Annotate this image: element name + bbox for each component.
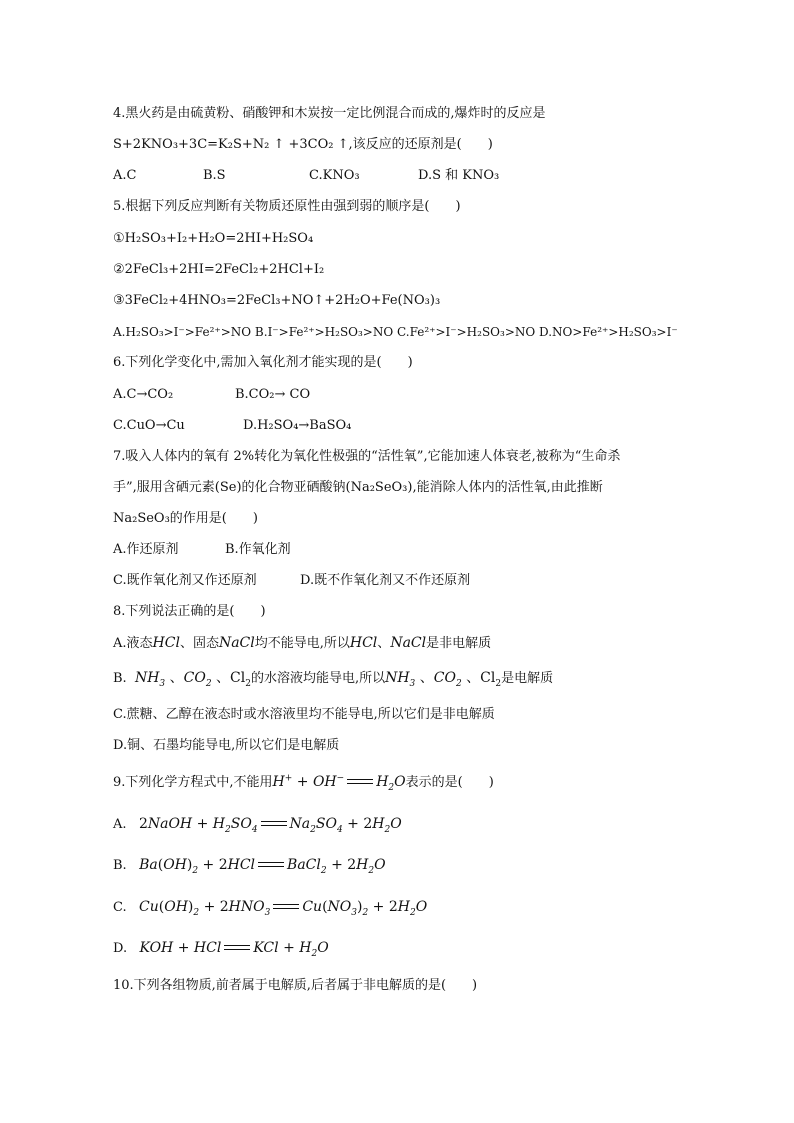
q8-a-hcl: HCl [152,635,180,651]
q9-ionic-equation: H+ + OH− $H_2O$ [272,773,406,793]
q8-a-text-2: 、固态 [179,636,219,651]
q4-option-c: C.KNO₃ [309,168,360,183]
q8-b-text: 的水溶液均能导电,所以 [250,671,386,686]
q4-equation: S+2KNO₃+3C=K₂S+N₂ ↑ +3CO₂ ↑,该反应的还原剂是( ) [113,137,493,152]
q9-option-b [113,856,386,875]
q7-option-b: B.作氧化剂 [225,542,291,557]
q9-a-equation: 2NaOH + $H_2SO_4$ $Na_2SO_4 + 2H_2O$ [138,816,402,835]
q5-reaction-2: ②2FeCl₃+2HI=2FeCl₂+2HCl+I₂ [113,262,325,277]
q4-option-d: D.S 和 KNO₃ [418,168,500,183]
q9-a-label: A. [113,817,127,832]
q7-line-1: 7.吸入人体内的氧有 2%转化为氧化性极强的“活性氧”,它能加速人体衰老,被称为“生命杀 [113,449,621,464]
q9-stem-text-2: 表示的是( ) [405,775,494,790]
q10-stem: 10.下列各组物质,前者属于电解质,后者属于非电解质的是( ) [113,978,478,993]
q8-a-text-3: 均不能导电,所以 [254,636,350,651]
q9-d-equation: KOH + HCl KCl + $H_2O$ [139,940,329,959]
q7-option-d: D.既不作氧化剂又不作还原剂 [300,573,471,588]
q9-b-label: B. [113,858,127,873]
q9-c-equation: $Cu(OH)_2 + 2HNO_3$ $Cu(NO_3)_2 + 2H_2O$ [139,899,428,918]
q9-option-a [113,815,402,834]
q6-option-c: C.CuO→Cu [113,418,185,433]
q8-option-c: C.蔗糖、乙醇在液态时或水溶液里均不能导电,所以它们是非电解质 [113,707,495,722]
q4-option-a: A.C [113,168,137,183]
q6-option-a: A.C→CO₂ [113,387,174,402]
q8-a-hcl-2: HCl [349,635,378,651]
q5-options: A.H₂SO₃>I⁻>Fe²⁺>NO B.I⁻>Fe²⁺>H₂SO₃>NO C.Fe²⁺>I⁻>H₂SO₃>NO D.NO>Fe²⁺>H₂SO₃>I⁻ [113,325,678,339]
q9-d-label: D. [113,941,128,956]
q9-b-equation: $Ba(OH)_2 + 2HCl$ BaCl$_2$ + $2H_2O$ [139,857,386,876]
q9-option-c [113,898,427,917]
q8-b-formulas-1: $NH_3$ 、$CO_2$ 、$Cl_2$ [134,670,251,689]
q8-a-nacl: NaCl [218,635,255,651]
q7-option-a: A.作还原剂 [113,542,179,557]
q5-reaction-3: ③3FeCl₂+4HNO₃=2FeCl₃+NO↑+2H₂O+Fe(NO₃)₃ [113,293,441,308]
q8-option-d: D.铜、石墨均能导电,所以它们是电解质 [113,738,340,753]
q8-a-nacl-2: NaCl [390,635,427,651]
q7-option-c: C.既作氧化剂又作还原剂 [113,573,257,588]
q4-stem: 4.黑火药是由硫黄粉、硝酸钾和木炭按一定比例混合而成的,爆炸时的反应是 [113,106,546,121]
q5-reaction-1: ①H₂SO₃+I₂+H₂O=2HI+H₂SO₄ [113,231,314,246]
q4-option-b: B.S [203,168,226,183]
q8-b-text-2: 是电解质 [501,671,554,686]
q8-a-text: A.液态 [113,636,153,651]
q8-stem: 8.下列说法正确的是( ) [113,604,266,619]
q7-line-3: Na₂SeO₃的作用是( ) [113,511,258,526]
q6-stem: 6.下列化学变化中,需加入氧化剂才能实现的是( ) [113,355,413,370]
q8-option-a [113,634,491,653]
q7-line-2: 手”,服用含硒元素(Se)的化合物亚硒酸钠(Na₂SeO₃),能消除人体内的活性氧,由此推断 [113,480,603,495]
q6-option-d: D.H₂SO₄→BaSO₄ [243,418,352,433]
q8-option-b [113,669,553,688]
q8-b-formulas-2: $NH_3$ 、$CO_2$ 、$Cl_2$ [385,670,502,689]
q5-stem: 5.根据下列反应判断有关物质还原性由强到弱的顺序是( ) [113,199,461,214]
q9-stem-text: 9.下列化学方程式中,不能用 [113,775,273,790]
q9-option-d [113,939,329,958]
q9-c-label: C. [113,900,127,915]
q8-a-text-4: 、 [377,636,391,651]
q6-option-b: B.CO₂→ CO [235,387,311,402]
q8-b-label: B. [113,671,127,686]
q8-a-text-5: 是非电解质 [426,636,492,651]
q9-stem [113,773,494,792]
